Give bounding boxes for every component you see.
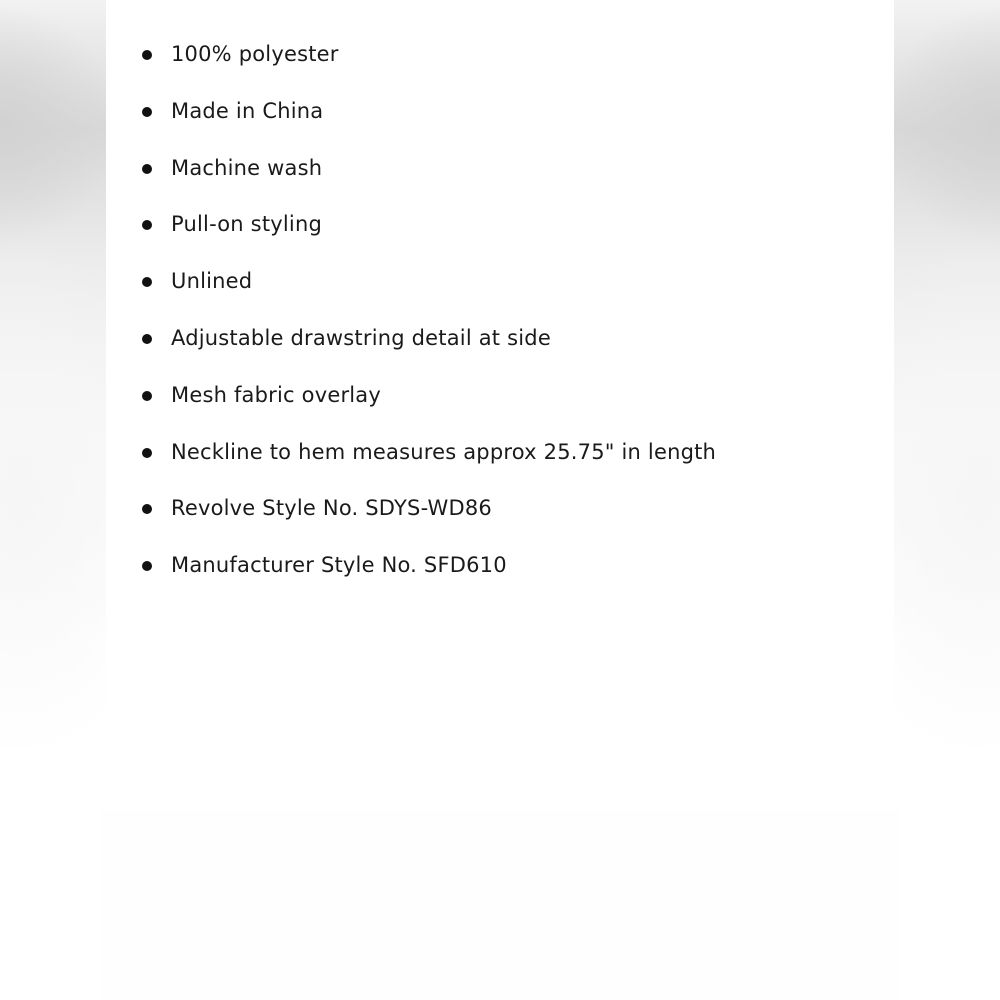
list-item-text: Revolve Style No. SDYS-WD86: [171, 496, 492, 521]
blurred-background-left: [0, 0, 106, 1000]
bullet-icon: [142, 164, 152, 174]
list-item-text: Machine wash: [171, 155, 323, 180]
list-item-text: Mesh fabric overlay: [171, 382, 382, 407]
list-item-text: Unlined: [171, 269, 253, 294]
content-panel: [106, 0, 894, 620]
lower-panel: [100, 810, 900, 1000]
list-item-text: Manufacturer Style No. SFD610: [171, 553, 507, 578]
list-item-text: Made in China: [171, 98, 324, 123]
list-item-text: Adjustable drawstring detail at side: [171, 325, 551, 350]
bullet-icon: [142, 50, 152, 60]
list-item-text: Neckline to hem measures approx 25.75" in length: [171, 439, 717, 464]
blurred-background-right: [894, 0, 1000, 1000]
bullet-icon: [142, 448, 152, 458]
bullet-icon: [142, 107, 152, 117]
bullet-icon: [142, 334, 152, 344]
list-item-text: 100% polyester: [171, 42, 339, 66]
bullet-icon: [142, 391, 152, 401]
list-item-text: Pull-on styling: [171, 212, 322, 237]
